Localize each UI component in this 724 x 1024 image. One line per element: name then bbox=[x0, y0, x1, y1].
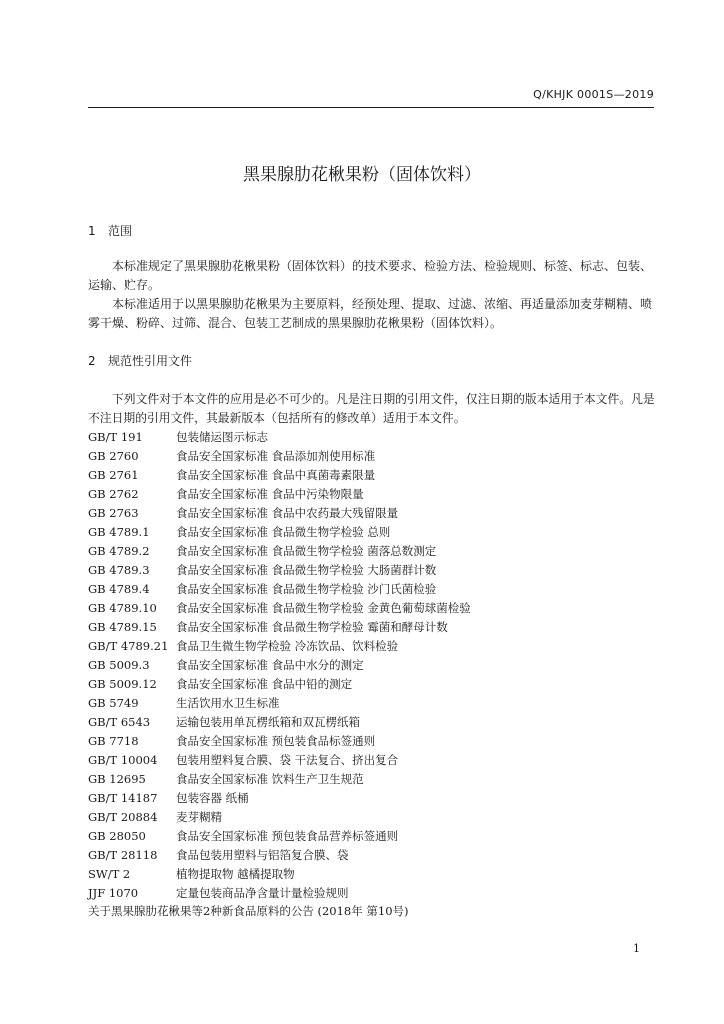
reference-item bbox=[88, 618, 660, 637]
reference-title: 包装容器 纸桶 bbox=[176, 791, 249, 805]
reference-item bbox=[88, 580, 660, 599]
document-title: 黑果腺肋花楸果粉（固体饮料） bbox=[243, 165, 481, 185]
reference-code: GB 4789.15 bbox=[88, 620, 157, 634]
reference-code: GB 4789.3 bbox=[88, 563, 150, 577]
reference-item bbox=[88, 713, 660, 732]
reference-item bbox=[88, 504, 660, 523]
reference-title: 食品安全国家标准 食品微生物学检验 霉菌和酵母计数 bbox=[176, 620, 448, 634]
reference-item bbox=[88, 694, 660, 713]
reference-code: GB 2763 bbox=[88, 506, 139, 520]
reference-code: GB 5749 bbox=[88, 696, 139, 710]
reference-item bbox=[88, 542, 660, 561]
section-heading-scope bbox=[88, 222, 132, 239]
section-heading-references bbox=[88, 352, 192, 369]
reference-code: GB 2762 bbox=[88, 487, 139, 501]
reference-item bbox=[88, 561, 660, 580]
reference-item bbox=[88, 732, 660, 751]
reference-code: GB/T 28118 bbox=[88, 848, 158, 862]
reference-code: GB/T 4789.21 bbox=[88, 639, 169, 653]
reference-code: GB 28050 bbox=[88, 829, 146, 843]
reference-title: 运输包装用单瓦楞纸箱和双瓦楞纸箱 bbox=[176, 715, 360, 729]
reference-code: GB/T 191 bbox=[88, 430, 143, 444]
reference-title: 食品安全国家标准 食品添加剂使用标准 bbox=[176, 449, 376, 463]
reference-item bbox=[88, 865, 660, 884]
reference-item bbox=[88, 428, 660, 447]
section-title: 范围 bbox=[108, 224, 133, 238]
reference-title: 植物提取物 越橘提取物 bbox=[176, 867, 295, 881]
section-title: 规范性引用文件 bbox=[108, 354, 193, 368]
scope-paragraph-1: 本标准规定了黑果腺肋花楸果粉（固体饮料）的技术要求、检验方法、检验规则、标签、标志、包装、运输、贮存。 bbox=[88, 259, 653, 292]
reference-title: 食品安全国家标准 食品中水分的测定 bbox=[176, 658, 364, 672]
reference-code: GB/T 10004 bbox=[88, 753, 158, 767]
references-intro: 下列文件对于本文件的应用是必不可少的。凡是注日期的引用文件，仅注日期的版本适用于本文件。凡是不注日期的引用文件，其最新版本（包括所有的修改单）适用于本文件。 bbox=[88, 392, 655, 425]
page-number: 1 bbox=[633, 942, 640, 955]
reference-note: 关于黑果腺肋花楸果等2种新食品原料的公告 (2018年 第10号) bbox=[88, 904, 409, 918]
reference-title: 食品安全国家标准 预包装食品标签通则 bbox=[176, 734, 376, 748]
reference-title: 食品安全国家标准 饮料生产卫生规范 bbox=[176, 772, 364, 786]
reference-item bbox=[88, 770, 660, 789]
header-divider bbox=[88, 107, 654, 108]
reference-item bbox=[88, 485, 660, 504]
reference-item bbox=[88, 523, 660, 542]
reference-title: 食品卫生微生物学检验 冷冻饮品、饮料检验 bbox=[176, 639, 399, 653]
reference-title: 食品安全国家标准 预包装食品营养标签通则 bbox=[176, 829, 399, 843]
reference-code: GB 2761 bbox=[88, 468, 139, 482]
reference-code: SW/T 2 bbox=[88, 867, 131, 881]
reference-title: 食品安全国家标准 食品微生物学检验 菌落总数测定 bbox=[176, 544, 437, 558]
reference-title: 食品安全国家标准 食品微生物学检验 大肠菌群计数 bbox=[176, 563, 437, 577]
section-number: 2 bbox=[88, 354, 96, 368]
reference-code: GB/T 20884 bbox=[88, 810, 158, 824]
reference-title: 包装用塑料复合膜、袋 干法复合、挤出复合 bbox=[176, 753, 399, 767]
reference-code: GB 7718 bbox=[88, 734, 139, 748]
reference-code: GB 4789.2 bbox=[88, 544, 150, 558]
reference-code: GB/T 6543 bbox=[88, 715, 151, 729]
reference-code: GB 2760 bbox=[88, 449, 139, 463]
reference-code: GB 4789.10 bbox=[88, 601, 157, 615]
reference-list bbox=[88, 428, 660, 903]
reference-code: GB 4789.1 bbox=[88, 525, 150, 539]
reference-code: GB 4789.4 bbox=[88, 582, 150, 596]
reference-item bbox=[88, 827, 660, 846]
reference-title: 食品安全国家标准 食品中农药最大残留限量 bbox=[176, 506, 399, 520]
reference-item bbox=[88, 884, 660, 903]
reference-item bbox=[88, 599, 660, 618]
reference-item bbox=[88, 751, 660, 770]
reference-title: 食品安全国家标准 食品微生物学检验 金黄色葡萄球菌检验 bbox=[176, 601, 471, 615]
reference-item bbox=[88, 447, 660, 466]
document-code: Q/KHJK 0001S—2019 bbox=[533, 88, 654, 101]
reference-title: 食品安全国家标准 食品中真菌毒素限量 bbox=[176, 468, 376, 482]
reference-code: GB/T 14187 bbox=[88, 791, 158, 805]
reference-item bbox=[88, 675, 660, 694]
reference-title: 生活饮用水卫生标准 bbox=[176, 696, 280, 710]
reference-code: GB 5009.12 bbox=[88, 677, 157, 691]
reference-code: JJF 1070 bbox=[88, 886, 139, 900]
reference-item bbox=[88, 789, 660, 808]
reference-title: 食品安全国家标准 食品中污染物限量 bbox=[176, 487, 364, 501]
reference-title: 定量包装商品净含量计量检验规则 bbox=[176, 886, 349, 900]
reference-title: 食品安全国家标准 食品微生物学检验 总则 bbox=[176, 525, 391, 539]
reference-item bbox=[88, 808, 660, 827]
reference-title: 食品包装用塑料与铝箔复合膜、袋 bbox=[176, 848, 349, 862]
section-number: 1 bbox=[88, 224, 96, 238]
reference-title: 麦芽糊精 bbox=[176, 810, 222, 824]
reference-code: GB 12695 bbox=[88, 772, 146, 786]
reference-title: 食品安全国家标准 食品中铅的测定 bbox=[176, 677, 353, 691]
reference-code: GB 5009.3 bbox=[88, 658, 150, 672]
reference-title: 包装储运图示标志 bbox=[176, 430, 268, 444]
reference-item bbox=[88, 466, 660, 485]
reference-item bbox=[88, 846, 660, 865]
reference-title: 食品安全国家标准 食品微生物学检验 沙门氏菌检验 bbox=[176, 582, 437, 596]
scope-paragraph-2: 本标准适用于以黑果腺肋花楸果为主要原料，经预处理、提取、过滤、浓缩、再适量添加麦芽糊精、喷雾干燥、粉碎、过筛、混合、包装工艺制成的黑果腺肋花楸果粉（固体饮料）。 bbox=[88, 297, 653, 330]
reference-item bbox=[88, 637, 660, 656]
reference-item bbox=[88, 656, 660, 675]
